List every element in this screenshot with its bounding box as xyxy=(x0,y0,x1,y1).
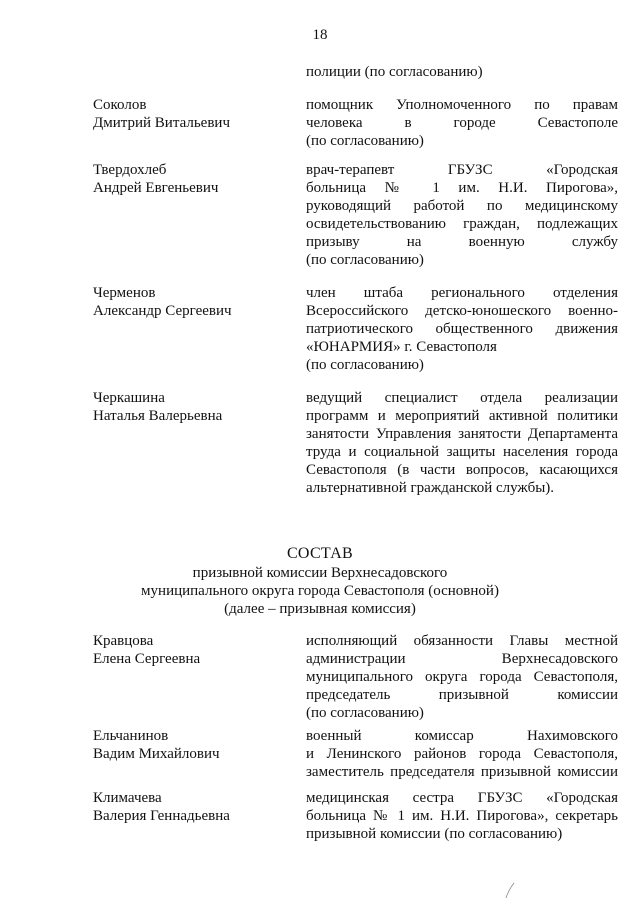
subtitle-line: муниципального округа города Севастополя (основной) xyxy=(141,583,499,599)
member-given-names: Андрей Евгеньевич xyxy=(93,180,219,196)
member-position xyxy=(306,389,618,497)
position-line: председатель призывной комиссии xyxy=(306,687,618,703)
member-name xyxy=(93,96,293,132)
subtitle-line: призывной комиссии Верхнесадовского xyxy=(192,565,448,581)
position-line: Севастополя (в части вопросов, касающихся xyxy=(306,462,618,478)
position-line: патриотического общественного движения xyxy=(306,321,618,337)
position-line: заместитель председателя призывной комиссии xyxy=(306,764,618,780)
member-given-names: Елена Сергеевна xyxy=(93,651,201,667)
position-line: больница № 1 им. Н.И. Пирогова», xyxy=(306,180,618,196)
member-name xyxy=(93,284,293,320)
member-name xyxy=(93,389,293,425)
member-surname: Черменов xyxy=(93,285,156,301)
carryover-line: полиции (по согласованию) xyxy=(306,64,483,80)
member-surname: Климачева xyxy=(93,790,162,806)
position-line: призывной комиссии (по согласованию) xyxy=(306,826,563,842)
position-line: исполняющий обязанности Главы местной xyxy=(306,633,618,649)
position-line: программ и мероприятий активной политики xyxy=(306,408,618,424)
member-given-names: Наталья Валерьевна xyxy=(93,408,223,424)
member-surname: Черкашина xyxy=(93,390,165,406)
member-name xyxy=(93,789,293,825)
position-line: альтернативной гражданской службы). xyxy=(306,480,555,496)
position-line: муниципального округа города Севастополя, xyxy=(306,669,618,685)
member-surname: Соколов xyxy=(93,97,147,113)
position-line: ведущий специалист отдела реализации xyxy=(306,390,618,406)
member-given-names: Александр Сергеевич xyxy=(93,303,232,319)
position-line: призыву на военную службу xyxy=(306,234,618,250)
position-line: (по согласованию) xyxy=(306,705,424,721)
member-surname: Ельчанинов xyxy=(93,728,169,744)
member-surname: Кравцова xyxy=(93,633,154,649)
member-name xyxy=(93,727,293,763)
position-line: военный комиссар Нахимовского xyxy=(306,728,618,744)
position-line: труда и социальной защиты населения города xyxy=(306,444,618,460)
member-given-names: Валерия Геннадьевна xyxy=(93,808,230,824)
member-position xyxy=(306,284,618,374)
position-line: больница № 1 им. Н.И. Пирогова», секретарь xyxy=(306,808,618,824)
position-line: руководящий работой по медицинскому xyxy=(306,198,618,214)
member-position xyxy=(306,161,618,269)
position-line: член штаба регионального отделения xyxy=(306,285,618,301)
position-line: медицинская сестра ГБУЗС «Городская xyxy=(306,790,618,806)
member-name xyxy=(93,632,293,668)
member-surname: Твердохлеб xyxy=(93,162,167,178)
carryover-text xyxy=(306,63,618,81)
position-line: помощник Уполномоченного по правам xyxy=(306,97,618,113)
member-given-names: Дмитрий Витальевич xyxy=(93,115,230,131)
member-given-names: Вадим Михайлович xyxy=(93,746,220,762)
position-line: (по согласованию) xyxy=(306,252,424,268)
position-line: Всероссийского детско-юношеского военно- xyxy=(306,303,618,319)
pen-mark-icon xyxy=(500,880,520,900)
position-line: врач-терапевт ГБУЗС «Городская xyxy=(306,162,618,178)
section-title: СОСТАВ xyxy=(286,545,354,562)
position-line: администрации Верхнесадовского xyxy=(306,651,618,667)
position-line: (по согласованию) xyxy=(306,133,424,149)
position-line: человека в городе Севастополе xyxy=(306,115,618,131)
page-number: 18 xyxy=(312,27,328,43)
subtitle-line: (далее – призывная комиссия) xyxy=(224,601,416,617)
section-subtitle xyxy=(0,564,640,618)
member-position xyxy=(306,632,618,722)
position-line: «ЮНАРМИЯ» г. Севастополя xyxy=(306,339,497,355)
member-position xyxy=(306,727,618,781)
member-position xyxy=(306,96,618,150)
position-line: освидетельствованию граждан, подлежащих xyxy=(306,216,618,232)
member-position xyxy=(306,789,618,843)
member-name xyxy=(93,161,293,197)
position-line: занятости Управления занятости Департамента xyxy=(306,426,618,442)
position-line: и Ленинского районов города Севастополя, xyxy=(306,746,618,762)
position-line: (по согласованию) xyxy=(306,357,424,373)
